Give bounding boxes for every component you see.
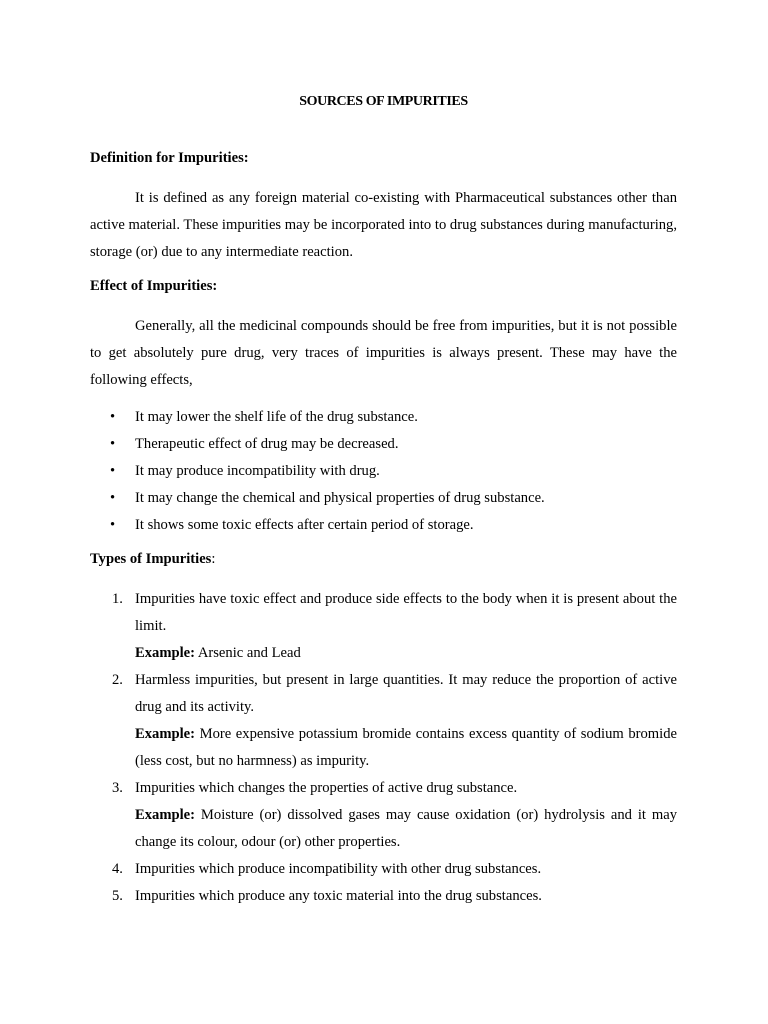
example-label: Example: [135, 726, 195, 742]
example-text: More expensive potassium bromide contains excess quantity of sodium bromide (less cost, but no harmness) as impurity. [135, 726, 677, 769]
list-item-text: It shows some toxic effects after certain period of storage. [135, 517, 474, 533]
document-page [90, 92, 677, 910]
list-item-text: Harmless impurities, but present in large quantities. It may reduce the proportion of active drug and its activity. [135, 672, 677, 715]
list-item-number: 2. [112, 672, 123, 688]
types-heading [90, 549, 677, 569]
example-line [135, 802, 677, 856]
list-item [90, 485, 677, 512]
bullet-icon: • [110, 463, 116, 479]
example-text: Moisture (or) dissolved gases may cause oxidation (or) hydrolysis and it may change its colour, odour (or) other properties. [135, 807, 677, 850]
list-item [90, 431, 677, 458]
example-line [135, 640, 677, 667]
example-line [135, 721, 677, 775]
list-item-number: 3. [112, 780, 123, 796]
list-item-number: 1. [112, 591, 123, 607]
list-item-number: 5. [112, 888, 123, 904]
types-heading-text: Types of Impurities [90, 551, 212, 567]
list-item [90, 586, 677, 667]
page-title: SOURCES OF IMPURITIES [299, 94, 468, 109]
list-item-text: It may lower the shelf life of the drug substance. [135, 409, 418, 425]
definition-heading: Definition for Impurities: [90, 150, 249, 166]
bullet-icon: • [110, 409, 116, 425]
effect-paragraph: Generally, all the medicinal compounds should be free from impurities, but it is not possible to get absolutely pure drug, very traces of impurities is always present. These may have the following effects, [90, 318, 677, 388]
example-label: Example: [135, 807, 195, 823]
list-item [90, 458, 677, 485]
list-item-text: Impurities which changes the properties of active drug substance. [135, 780, 518, 796]
effect-heading: Effect of Impurities: [90, 278, 218, 294]
definition-paragraph: It is defined as any foreign material co-existing with Pharmaceutical substances other than active material. These impurities may be incorporated into to drug substances during manufacturing, storage (or) due to any intermediate reaction. [90, 190, 677, 260]
bullet-icon: • [110, 436, 116, 452]
list-item-text: Impurities which produce incompatibility with other drug substances. [135, 861, 542, 877]
list-item [90, 667, 677, 775]
list-item [90, 883, 677, 910]
list-item [90, 512, 677, 539]
types-heading-colon: : [211, 551, 216, 567]
list-item-text: Therapeutic effect of drug may be decreased. [135, 436, 399, 452]
bullet-icon: • [110, 490, 116, 506]
list-item-text: It may change the chemical and physical properties of drug substance. [135, 490, 545, 506]
list-item [90, 856, 677, 883]
types-numbered-list [90, 586, 677, 910]
example-label: Example: [135, 645, 195, 661]
list-item-text: Impurities which produce any toxic material into the drug substances. [135, 888, 542, 904]
list-item-text: Impurities have toxic effect and produce side effects to the body when it is present about the limit. [135, 591, 677, 634]
list-item-text: It may produce incompatibility with drug. [135, 463, 380, 479]
list-item [90, 404, 677, 431]
bullet-icon: • [110, 517, 116, 533]
list-item [90, 775, 677, 856]
example-text: Arsenic and Lead [197, 645, 301, 661]
effects-bullet-list [90, 404, 677, 539]
list-item-number: 4. [112, 861, 123, 877]
